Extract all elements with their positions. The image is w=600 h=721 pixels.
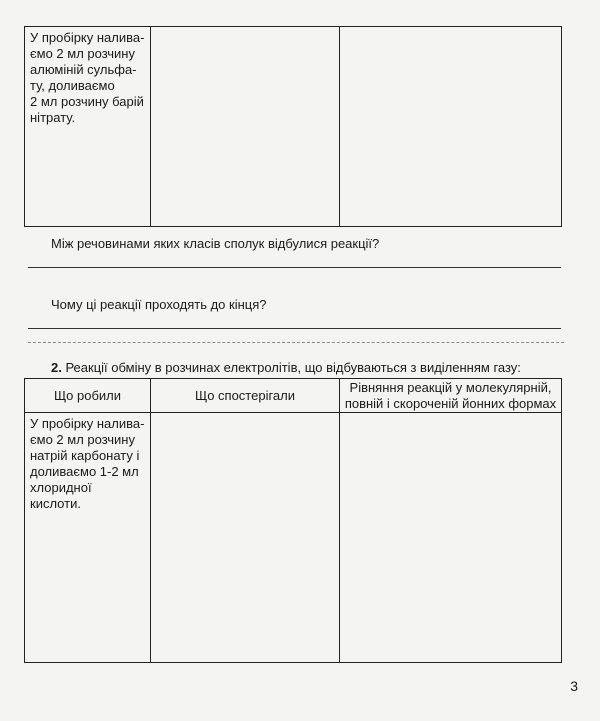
table-cell-observed[interactable]: [151, 413, 340, 663]
page-number: 3: [570, 678, 578, 694]
column-header-equations: Рівняння реакцій у молекулярній, повній і скороченій йонних формах: [340, 379, 562, 413]
section-2-title: [51, 360, 521, 375]
column-header-what-done: Що робили: [25, 379, 151, 413]
table-cell-equations[interactable]: [340, 27, 562, 227]
section-divider: [28, 342, 564, 343]
table-header-row: [25, 379, 562, 413]
procedure-text: У пробірку налива- ємо 2 мл розчину натрій карбонату і доливаємо 1-2 мл хлоридної кислоти.: [30, 416, 145, 511]
table-row: [25, 27, 562, 227]
table-cell-what-done: [25, 413, 151, 663]
experiment-table-1: [24, 26, 562, 227]
table-cell-equations[interactable]: [340, 413, 562, 663]
column-header-observed: Що спостерігали: [151, 379, 340, 413]
answer-line[interactable]: [28, 267, 561, 268]
procedure-text: У пробірку налива- ємо 2 мл розчину алюміній сульфа- ту, доливаємо 2 мл розчину барій нітрату.: [30, 30, 145, 125]
table-cell-observed[interactable]: [151, 27, 340, 227]
answer-line[interactable]: [28, 328, 561, 329]
section-number: 2.: [51, 360, 62, 375]
table-row: [25, 413, 562, 663]
question-why-complete: Чому ці реакції проходять до кінця?: [51, 297, 267, 312]
table-cell-what-done: [25, 27, 151, 227]
section-heading: Реакції обміну в розчинах електролітів, що відбуваються з виділенням газу:: [61, 360, 521, 375]
experiment-table-2: [24, 378, 562, 663]
question-reaction-classes: Між речовинами яких класів сполук відбулися реакції?: [51, 236, 380, 251]
